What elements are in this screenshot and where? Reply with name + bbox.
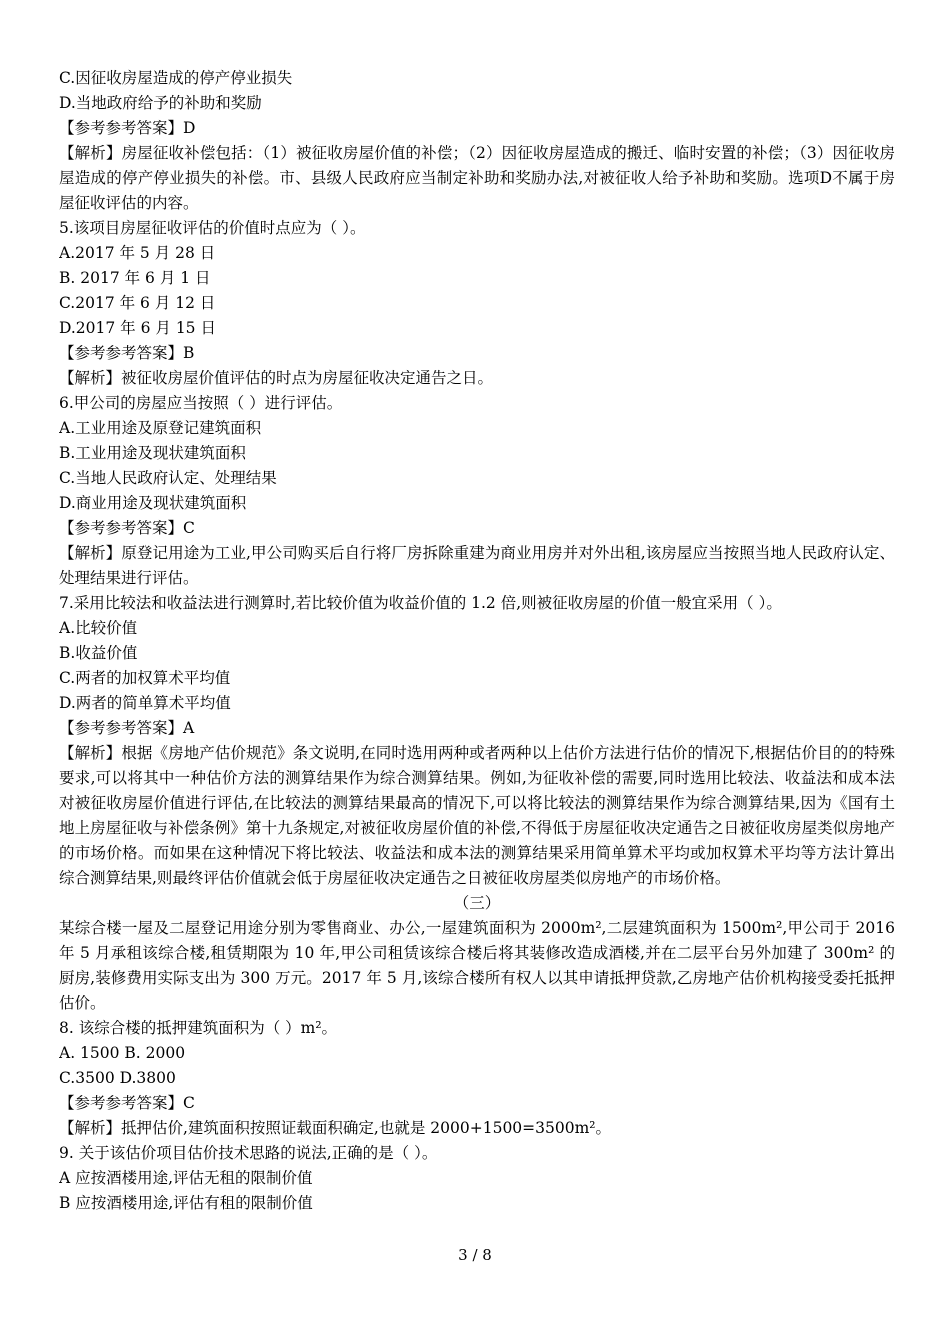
text-line: 7.采用比较法和收益法进行测算时,若比较价值为收益价值的 1.2 倍,则被征收房屋的价值一般宜采用（ ）。 xyxy=(59,594,782,612)
text-line: 【参考参考答案】B xyxy=(59,344,195,362)
text-line: A.2017 年 5 月 28 日 xyxy=(59,244,216,262)
text-line: D.商业用途及现状建筑面积 xyxy=(59,494,247,512)
text-line: C.3500 D.3800 xyxy=(59,1069,176,1087)
text-line: 8. 该综合楼的抵押建筑面积为（ ）m²。 xyxy=(59,1019,338,1037)
text-line: 【解析】抵押估价,建筑面积按照证载面积确定,也就是 2000+1500=3500m²。 xyxy=(59,1119,612,1137)
text-line: 【参考参考答案】C xyxy=(59,1094,195,1112)
text-line: A. 1500 B. 2000 xyxy=(59,1044,186,1062)
text-line: 【参考参考答案】C xyxy=(59,519,195,537)
text-line: C.当地人民政府认定、处理结果 xyxy=(59,469,277,487)
text-line: B.收益价值 xyxy=(59,644,138,662)
text-paragraph: 【解析】原登记用途为工业,甲公司购买后自行将厂房拆除重建为商业用房并对外出租,该房屋应当按照当地人民政府认定、处理结果进行评估。 xyxy=(59,544,895,587)
text-line: A.工业用途及原登记建筑面积 xyxy=(59,419,262,437)
text-line: B. 2017 年 6 月 1 日 xyxy=(59,269,211,287)
text-line: D.当地政府给予的补助和奖励 xyxy=(59,94,262,112)
document-body xyxy=(59,66,895,1216)
section-heading: （三） xyxy=(453,894,501,912)
text-line: B 应按酒楼用途,评估有租的限制价值 xyxy=(59,1194,313,1212)
text-line: 6.甲公司的房屋应当按照（ ）进行评估。 xyxy=(59,394,343,412)
text-line: C.两者的加权算术平均值 xyxy=(59,669,231,687)
text-paragraph: 【解析】根据《房地产估价规范》条文说明,在同时选用两种或者两种以上估价方法进行估价的情况下,根据估价目的的特殊要求,可以将其中一种估价方法的测算结果作为综合测算结果。例如,为征收补偿的需要,同时选用比较法、收益法和成本法对被征收房屋价值进行评估,在比较法的测算结果最高的情况下,可以将比较法的测算结果作为综合测算结果,因为《国有土地上房屋征收与补偿条例》第十九条规定,对被征收房屋价值的补偿,不得低于房屋征收决定通告之日被征收房屋类似房地产的市场价格。而如果在这种情况下将比较法、收益法和成本法的测算结果采用简单算术平均或加权算术平均等方法计算出综合测算结果,则最终评估价值就会低于房屋征收决定通告之日被征收房屋类似房地产的市场价格。 xyxy=(59,744,895,887)
text-line: A.比较价值 xyxy=(59,619,138,637)
text-line: 【参考参考答案】A xyxy=(59,719,195,737)
text-line: D.2017 年 6 月 15 日 xyxy=(59,319,216,337)
text-line: C.2017 年 6 月 12 日 xyxy=(59,294,216,312)
text-line: 5.该项目房屋征收评估的价值时点应为（ ）。 xyxy=(59,219,366,237)
text-line: 【解析】被征收房屋价值评估的时点为房屋征收决定通告之日。 xyxy=(59,369,494,387)
text-line: A 应按酒楼用途,评估无租的限制价值 xyxy=(59,1169,313,1187)
text-line: D.两者的简单算术平均值 xyxy=(59,694,231,712)
text-paragraph: 【解析】房屋征收补偿包括：（1）被征收房屋价值的补偿；（2）因征收房屋造成的搬迁、临时安置的补偿；（3）因征收房屋造成的停产停业损失的补偿。市、县级人民政府应当制定补助和奖励办法,对被征收人给予补助和奖励。选项D不属于房屋征收评估的内容。 xyxy=(59,144,895,212)
text-line: 9. 关于该估价项目估价技术思路的说法,正确的是（ ）。 xyxy=(59,1144,438,1162)
text-line: C.因征收房屋造成的停产停业损失 xyxy=(59,69,293,87)
page-number: 3 / 8 xyxy=(458,1246,492,1264)
text-line: 【参考参考答案】D xyxy=(59,119,196,137)
text-line: B.工业用途及现状建筑面积 xyxy=(59,444,246,462)
text-paragraph: 某综合楼一屋及二屋登记用途分别为零售商业、办公,一屋建筑面积为 2000m²,二层建筑面积为 1500m²,甲公司于 2016 年 5 月承租该综合楼,租赁期限为 10 年,甲公司租赁该综合楼后将其装修改造成酒楼,并在二层平台另外加建了 300m² 的厨房,装修费用实际支出为 300 万元。2017 年 5 月,该综合楼所有权人以其申请抵押贷款,乙房地产估价机构接受委托抵押估价。 xyxy=(59,919,895,1012)
